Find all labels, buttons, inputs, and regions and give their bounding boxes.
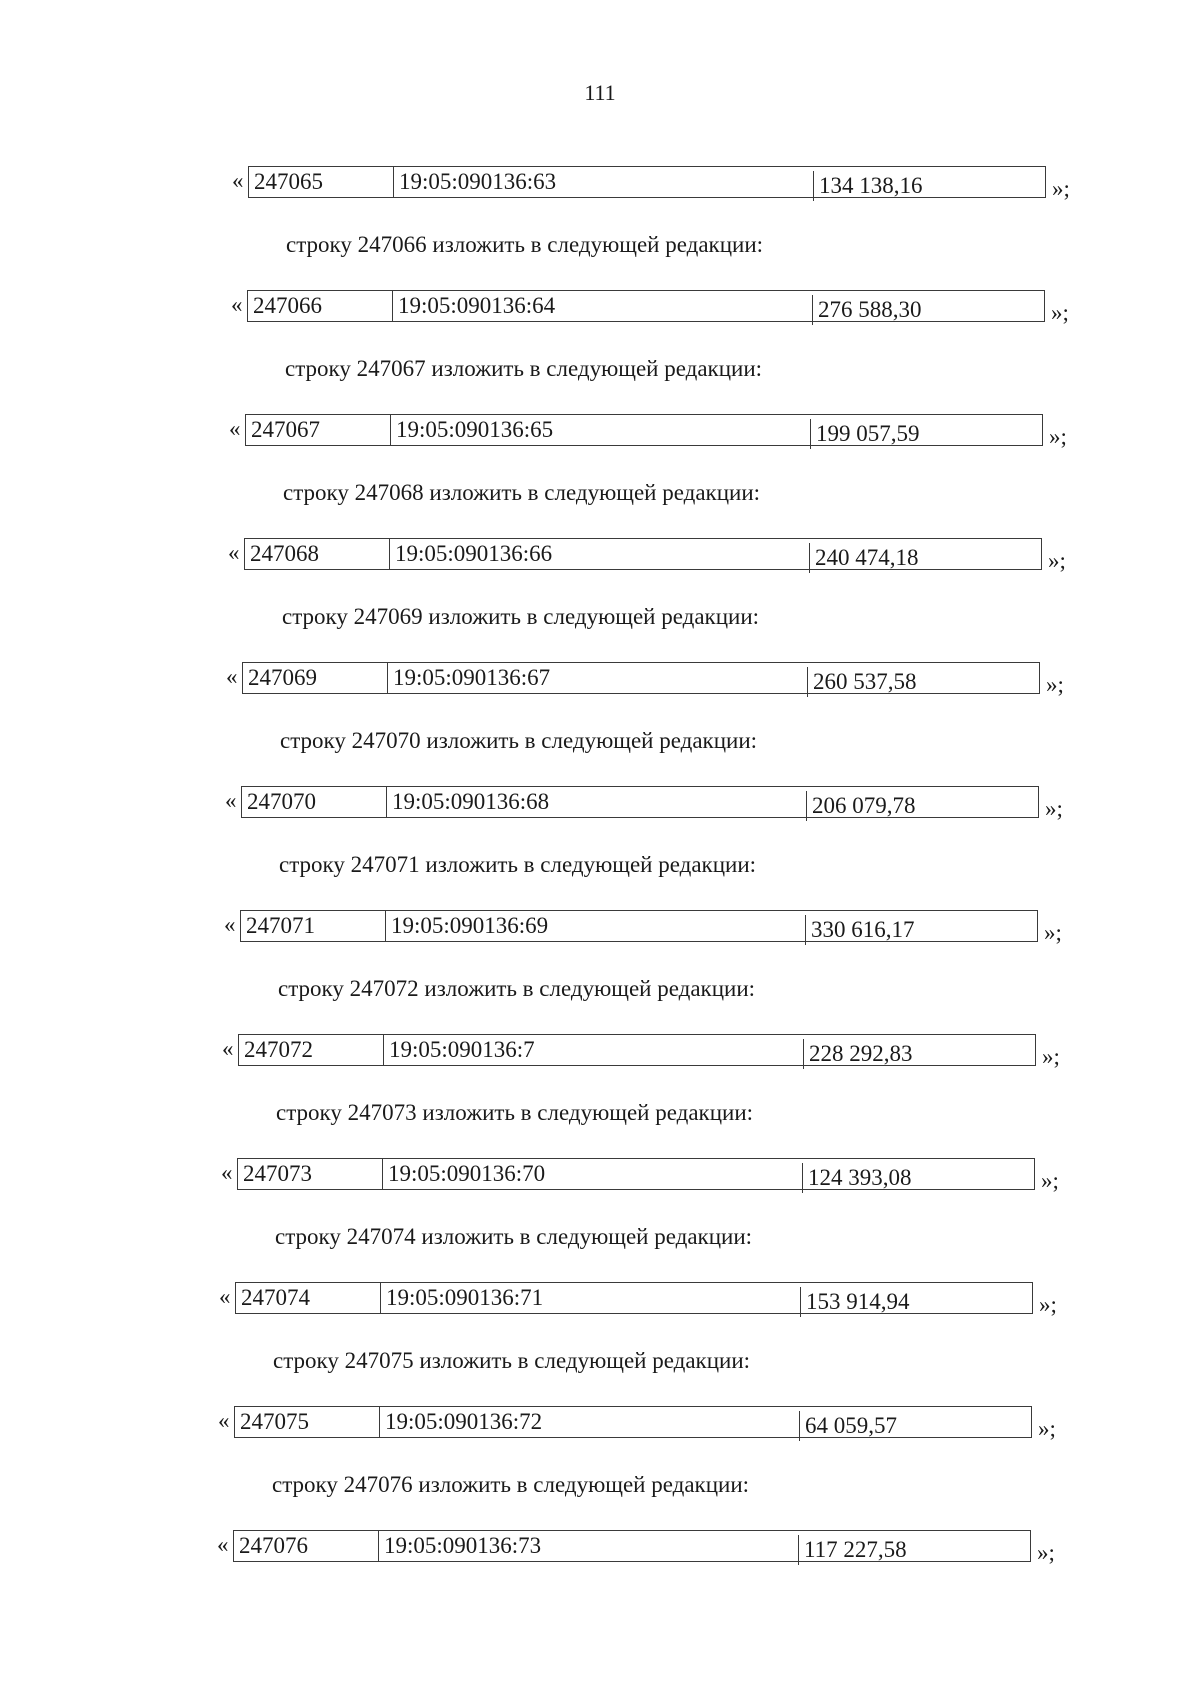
row-box [233,1530,1031,1562]
closing-quote: »; [1052,176,1070,201]
cadastral-value-cell: 240 474,18 [809,543,1041,573]
table-row [232,166,1070,201]
closing-quote: »; [1046,672,1064,697]
cadastral-number-cell: 19:05:090136:69 [385,911,805,941]
closing-quote: »; [1045,796,1063,821]
cadastral-value-cell: 64 059,57 [799,1411,1031,1441]
instruction-text: строку 247075 изложить в следующей редакции: [273,1348,751,1373]
row-box [237,1158,1035,1190]
entry [0,538,1200,662]
opening-quote: « [231,292,243,317]
opening-quote: « [226,664,238,689]
opening-quote: « [225,788,237,813]
cadastral-number-cell: 19:05:090136:70 [382,1159,802,1189]
row-number-cell: 247072 [244,1037,313,1062]
cadastral-value-cell: 134 138,16 [813,171,1045,201]
cadastral-number-cell: 19:05:090136:66 [389,539,809,569]
entry [0,662,1200,786]
entry [0,1530,1200,1654]
table-row [222,1034,1060,1069]
table-row [224,910,1062,945]
cadastral-value-cell: 124 393,08 [802,1163,1034,1193]
table-row [226,662,1064,697]
row-number-cell: 247068 [250,541,319,566]
cadastral-value-cell: 228 292,83 [803,1039,1035,1069]
instruction-text: строку 247069 изложить в следующей редакции: [282,604,760,629]
opening-quote: « [221,1160,233,1185]
cadastral-number-cell: 19:05:090136:64 [392,291,812,321]
instruction-text: строку 247068 изложить в следующей редакции: [283,480,761,505]
table-row [228,538,1066,573]
row-box [241,786,1039,818]
row-box [248,166,1046,198]
row-number-cell: 247071 [246,913,315,938]
row-box [245,414,1043,446]
row-number-cell: 247074 [241,1285,310,1310]
table-row [231,290,1069,325]
row-number-cell: 247066 [253,293,322,318]
row-number-cell: 247073 [243,1161,312,1186]
table-row [218,1406,1056,1441]
opening-quote: « [217,1532,229,1557]
row-box [242,662,1040,694]
table-row [225,786,1063,821]
row-box [247,290,1045,322]
instruction-text: строку 247076 изложить в следующей редакции: [272,1472,750,1497]
cadastral-value-cell: 206 079,78 [806,791,1038,821]
row-number-cell: 247069 [248,665,317,690]
opening-quote: « [229,416,241,441]
page-number: 111 [584,80,616,105]
cadastral-number-cell: 19:05:090136:71 [380,1283,800,1313]
closing-quote: »; [1049,424,1067,449]
row-number-cell: 247075 [240,1409,309,1434]
entry [0,786,1200,910]
entry [0,414,1200,538]
cadastral-number-cell: 19:05:090136:67 [387,663,807,693]
cadastral-number-cell: 19:05:090136:73 [378,1531,798,1561]
closing-quote: »; [1044,920,1062,945]
row-number-cell: 247065 [254,169,323,194]
cadastral-number-cell: 19:05:090136:63 [393,167,813,197]
entries-list [0,166,1200,1654]
row-number-cell: 247076 [239,1533,308,1558]
row-box [240,910,1038,942]
cadastral-value-cell: 117 227,58 [798,1535,1030,1565]
cadastral-value-cell: 276 588,30 [812,295,1044,325]
closing-quote: »; [1041,1168,1059,1193]
opening-quote: « [228,540,240,565]
cadastral-number-cell: 19:05:090136:65 [390,415,810,445]
opening-quote: « [232,168,244,193]
closing-quote: »; [1037,1540,1055,1565]
cadastral-number-cell: 19:05:090136:68 [386,787,806,817]
cadastral-value-cell: 153 914,94 [800,1287,1032,1317]
cadastral-value-cell: 330 616,17 [805,915,1037,945]
row-box [238,1034,1036,1066]
table-row [229,414,1067,449]
row-number-cell: 247067 [251,417,320,442]
instruction-text: строку 247073 изложить в следующей редакции: [276,1100,754,1125]
row-box [244,538,1042,570]
closing-quote: »; [1038,1416,1056,1441]
table-row [219,1282,1057,1317]
cadastral-value-cell: 260 537,58 [807,667,1039,697]
table-row [217,1530,1055,1565]
instruction-text: строку 247067 изложить в следующей редакции: [285,356,763,381]
cadastral-value-cell: 199 057,59 [810,419,1042,449]
entry [0,1158,1200,1282]
entry [0,166,1200,290]
instruction-text: строку 247074 изложить в следующей редакции: [275,1224,753,1249]
closing-quote: »; [1039,1292,1057,1317]
closing-quote: »; [1051,300,1069,325]
entry [0,910,1200,1034]
row-box [235,1282,1033,1314]
entry [0,1406,1200,1530]
table-row [221,1158,1059,1193]
instruction-text: строку 247071 изложить в следующей редакции: [279,852,757,877]
instruction-text: строку 247070 изложить в следующей редакции: [280,728,758,753]
opening-quote: « [218,1408,230,1433]
row-box [234,1406,1032,1438]
opening-quote: « [219,1284,231,1309]
cadastral-number-cell: 19:05:090136:7 [383,1035,803,1065]
entry [0,290,1200,414]
entry [0,1282,1200,1406]
opening-quote: « [222,1036,234,1061]
entry [0,1034,1200,1158]
opening-quote: « [224,912,236,937]
row-number-cell: 247070 [247,789,316,814]
instruction-text: строку 247072 изложить в следующей редакции: [278,976,756,1001]
closing-quote: »; [1042,1044,1060,1069]
instruction-text: строку 247066 изложить в следующей редакции: [286,232,764,257]
cadastral-number-cell: 19:05:090136:72 [379,1407,799,1437]
closing-quote: »; [1048,548,1066,573]
